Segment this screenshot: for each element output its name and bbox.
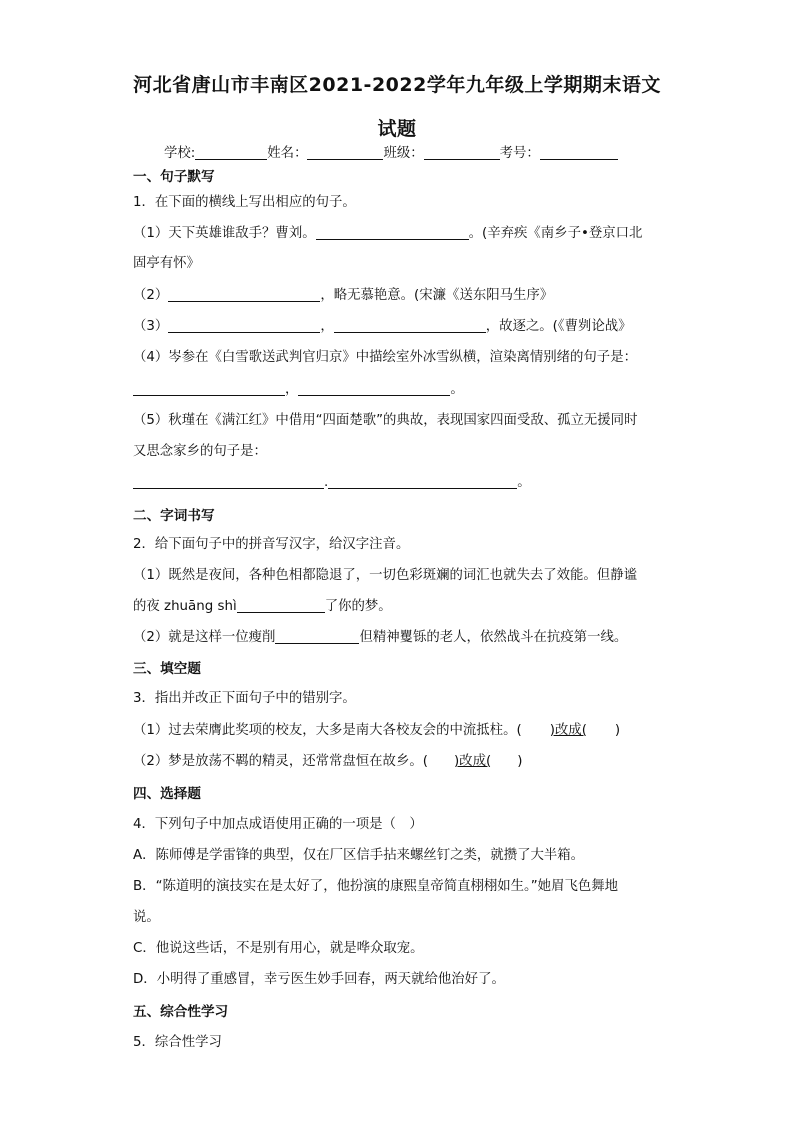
q3-part1-close: ) (614, 723, 621, 738)
class-label: 班级： (383, 146, 424, 161)
q1-stem: 1．在下面的横线上写出相应的句子。 (133, 195, 356, 210)
q3-part2-change: )改成( (453, 754, 492, 769)
q1-part5-blank2[interactable] (328, 474, 517, 489)
q3-stem: 3．指出并改正下面句子中的错别字。 (133, 691, 356, 706)
exam-no-blank[interactable] (540, 145, 618, 160)
q3-part2-close: ) (517, 754, 523, 769)
q3-part1-change: )改成( (549, 723, 587, 738)
q3-part1-text: （1）过去荣膺此奖项的校友，大多是南大各校友会的中流抵柱。( (133, 723, 522, 738)
q1-part4-answers (133, 381, 464, 399)
name-blank[interactable] (307, 145, 383, 160)
q1-part4: （4）岑参在《白雪歌送武判官归京》中描绘室外冰雪纵横，渲染离情别绪的句子是： (133, 350, 637, 365)
q1-part3-text: ，故逐之。(《曹刿论战》 (485, 319, 632, 334)
q1-part5-dot: . (324, 475, 329, 490)
section-heading-1: 一、句子默写 (133, 169, 215, 185)
name-label: 姓名： (267, 146, 308, 161)
exam-no-label: 考号： (499, 146, 540, 161)
q1-part1-text: （1）天下英雄谁敌手？曹刘。 (133, 226, 316, 241)
student-info-row (164, 145, 618, 163)
q1-part5: （5）秋瑾在《满江红》中借用“四面楚歌”的典故，表现国家四面受敌、孤立无援同时 (133, 413, 638, 428)
class-blank[interactable] (424, 145, 500, 160)
q2-part1: （1）既然是夜间，各种色相都隐退了，一切色彩斑斓的词汇也就失去了效能。但静谧 (133, 568, 637, 583)
school-blank[interactable] (195, 145, 267, 160)
q1-part2 (133, 287, 553, 305)
section-heading-3: 三、填空题 (133, 661, 201, 677)
q2-part1-blank[interactable] (237, 598, 325, 613)
q4-option-b-cont: 说。 (133, 910, 160, 925)
q1-part1-blank[interactable] (316, 225, 469, 240)
section-heading-2: 二、字词书写 (133, 508, 215, 524)
q1-part4-period: 。 (450, 382, 464, 397)
q5-stem: 5．综合性学习 (133, 1035, 222, 1050)
q1-part5-cont: 又思念家乡的句子是： (133, 444, 267, 459)
q2-part2 (133, 629, 627, 647)
q4-option-c[interactable]: C．他说这些话，不是别有用心，就是哗众取宠。 (133, 941, 424, 956)
q1-part3-num: （3） (133, 319, 169, 334)
q1-part3-blank1[interactable] (168, 318, 320, 333)
q2-stem: 2．给下面句子中的拼音写汉字，给汉字注音。 (133, 537, 410, 552)
q1-part4-comma: ， (285, 382, 299, 397)
q1-part5-answers (133, 474, 531, 492)
q4-option-a[interactable]: A．陈师傅是学雷锋的典型，仅在厂区信手拈来螺丝钉之类，就攒了大半箱。 (133, 848, 585, 863)
q4-stem: 4．下列句子中加点成语使用正确的一项是（ ） (133, 817, 423, 832)
q1-part3 (133, 318, 632, 336)
q1-part2-blank[interactable] (168, 287, 320, 302)
q1-part3-comma: ， (320, 319, 334, 334)
q2-part1-end: 了你的梦。 (324, 599, 392, 614)
q2-part2-blank[interactable] (275, 629, 359, 644)
q1-part5-blank1[interactable] (133, 474, 324, 489)
q2-part2-text: （2）就是这样一位瘦削 (133, 630, 276, 645)
q3-part2 (133, 753, 522, 771)
q3-part2-text: （2）梦是放荡不羁的精灵，还常常盘恒在故乡。( (133, 754, 428, 769)
q1-part1-source: 。(辛弃疾《南乡子•登京口北 (468, 226, 643, 241)
q1-part5-period: 。 (517, 475, 531, 490)
q4-option-b[interactable]: B．“陈道明的演技实在是太好了，他扮演的康熙皇帝简直栩栩如生。”她眉飞色舞地 (133, 879, 619, 894)
exam-title-line2: 试题 (377, 118, 417, 140)
q1-part2-text: ，略无慕艳意。(宋濂《送东阳马生序》 (320, 288, 554, 303)
q4-option-d[interactable]: D．小明得了重感冒，幸亏医生妙手回春，两天就给他治好了。 (133, 972, 505, 987)
section-heading-5: 五、综合性学习 (133, 1004, 229, 1020)
q2-part2-end: 但精神矍铄的老人，依然战斗在抗疫第一线。 (359, 630, 628, 645)
q1-part1-cont: 固亭有怀》 (133, 256, 200, 271)
school-label: 学校: (164, 146, 196, 161)
q2-part1-cont (133, 598, 392, 616)
q1-part4-blank2[interactable] (298, 381, 450, 396)
section-heading-4: 四、选择题 (133, 786, 201, 802)
q1-part4-blank1[interactable] (133, 381, 285, 396)
exam-title-line1: 河北省唐山市丰南区2021-2022学年九年级上学期期末语文 (133, 74, 661, 96)
q1-part1 (133, 225, 642, 243)
q3-part1 (133, 722, 620, 740)
q2-part1-pinyin: 的夜 zhuāng shì (133, 599, 237, 614)
q1-part3-blank2[interactable] (334, 318, 486, 333)
q1-part2-num: （2） (133, 288, 169, 303)
